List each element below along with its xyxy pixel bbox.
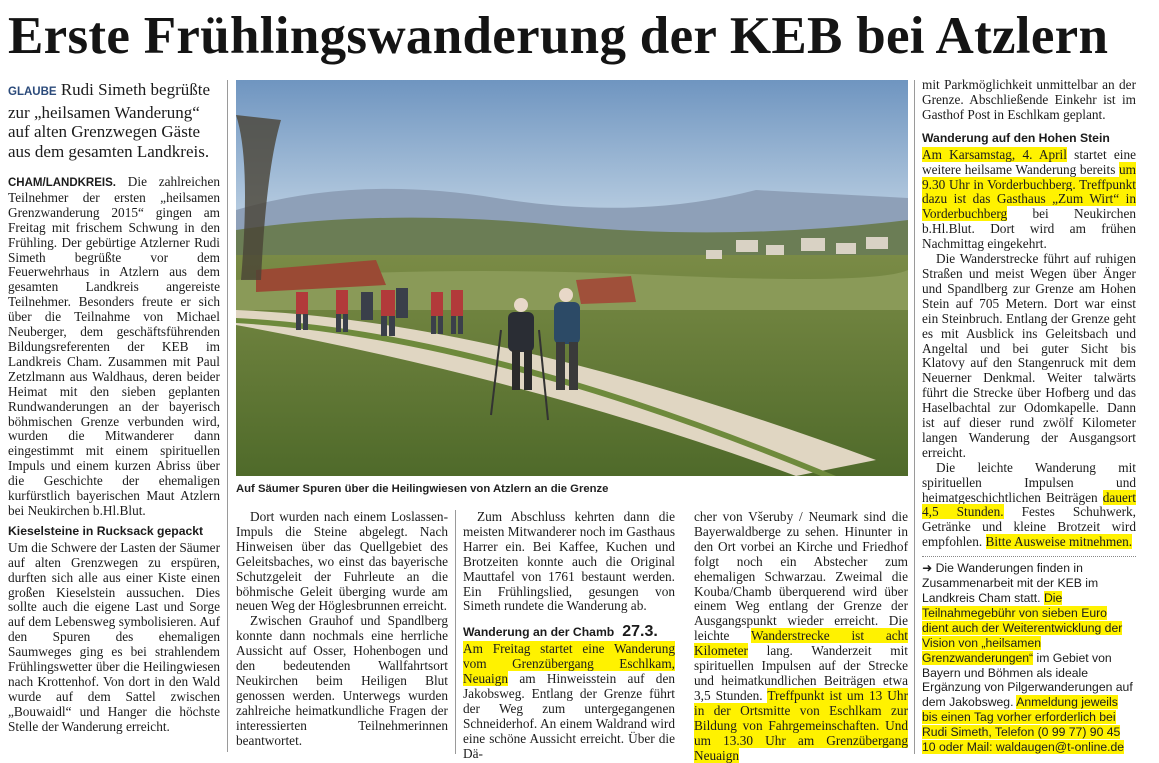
hikers-photo bbox=[236, 80, 908, 476]
info-separator bbox=[922, 556, 1136, 557]
paragraph-text: startet eine weitere heilsame Wanderung bereits bbox=[922, 146, 1136, 177]
column-4 bbox=[694, 509, 908, 763]
highlight: Treffpunkt ist um 13 Uhr in der Ortsmitte von Eschlkam zur Bildung von Fahrgemeinschaften. Und um 13.30 Uhr am Grenzübergang Neuaign bbox=[694, 687, 908, 763]
subhead-text: Wanderung an der Chamb bbox=[463, 625, 615, 640]
landscape-image bbox=[236, 80, 908, 476]
paragraph-text: Die zahlreichen Teilnehmer der ersten „heilsamen Grenzwanderung 2015“ gingen am Freitag mit frischem Schwung in den Frühling. Der gebürtige Atzlerner Rudi Simeth begrüßte vor dem Feuerwehrhaus in Atzlern aus dem gesamten Landkreis angereiste Teilnehmer. Besonders freute er sich über die Teilnahme von Michael Neuberger, dem geschäftsführenden Bildungsreferenten der KEB im Landkreis Cham. Zusammen mit Paul Zetzlmann aus Waldhaus, deren beider Heimat mit den sieben geplanten Rundwanderungen an der bayerisch böhmischen Grenze verbunden wird, wurden die Mitwanderer dann eingestimmt mit einem spirituellen Impuls und einem kurzen Abriss über die Geschichte der ehemaligen kurfürstlich bayerischen Maut Atzlern bei Neukirchen b.Hl.Blut. bbox=[8, 174, 221, 518]
column-divider bbox=[227, 80, 228, 752]
paragraph-text: am Hinweisstein auf den Jakobsweg. Entlang der Grenze führt der Weg zum untergegangenen Schneiderhof. An einem Waldrand wird eine schöne Aussicht erreicht. Über die Dä- bbox=[463, 671, 676, 761]
teaser-location: GLAUBE bbox=[8, 86, 57, 98]
highlight: dauert 4,5 Stunden. bbox=[922, 489, 1136, 520]
paragraph bbox=[8, 175, 220, 519]
column-divider bbox=[914, 80, 915, 754]
info-note bbox=[922, 561, 1136, 755]
subhead-hoher-stein: Wanderung auf den Hohen Stein bbox=[922, 130, 1110, 145]
paragraph bbox=[694, 510, 908, 763]
paragraph: Dort wurden nach einem Loslassen-Impuls die Steine abgelegt. Nach Hinweisen über das Quellgebiet des Geleitsbaches, wo einst das bayerische Schutzgeleit der Fuhrleute an die böhmische Geleit überging wurde am neuen Weg der Höglesbrunnen erreicht. bbox=[236, 509, 448, 614]
column-2 bbox=[236, 510, 448, 754]
paragraph bbox=[463, 642, 675, 761]
headline: Erste Frühlingswanderung der KEB bei Atzlern bbox=[8, 7, 1109, 65]
teaser-text: Rudi Simeth begrüßte zur „heilsamen Wanderung“ auf alten Grenzwegen Gäste aus dem gesamten Landkreis. bbox=[8, 80, 211, 161]
paragraph-text: Die leichte Wanderung mit spirituellen Impulsen und heimatgeschichtlichen Beiträgen bbox=[922, 459, 1136, 505]
paragraph-text: Festes Schuhwerk, Getränke und kleine Brotzeit wird empfohlen. bbox=[922, 504, 1137, 550]
paragraph-text: bei Neukirchen b.Hl.Blut. Dort wird am frühen Nachmittag eingekehrt. bbox=[922, 206, 1137, 252]
highlight: Am Karsamstag, 4. April bbox=[922, 146, 1067, 162]
paragraph: Die Wanderstrecke führt auf ruhigen Straßen und meist Wegen über Änger und Spandlberg zur Grenze am Hohen Stein auf 705 Metern. Dort war einst ein Steinbruch. Entlang der Grenze geht es mit Ausblick ins Geleitsbach und Angeltal und bei guter Sicht bis Klatovy auf den Stangenruck mit dem Neuerner Denkmal. Weiter talwärts führt die Strecke über Hofberg und das Haselbachtal zur Odomkapelle. Dann ist auf dieser rund zwölf Kilometer langen Wanderung der Ausgangsort erreicht. bbox=[922, 251, 1136, 460]
handwritten-date: 27.3. bbox=[622, 623, 658, 641]
paragraph: Zwischen Grauhof und Spandlberg konnte dann nochmals eine herrliche Aussicht auf Osser, Hohenbogen und den bedeutenden Wallfahrtsort Neukirchen beim Heiligen Blut genossen werden. Unterwegs wurden zahlreiche heimatkundliche Fragen der interessierten Teilnehmerinnen beantwortet. bbox=[236, 613, 448, 748]
column-5 bbox=[922, 78, 1136, 754]
paragraph: Zum Abschluss kehrten dann die meisten Mitwanderer noch im Gasthaus Harrer ein. Bei Kaffee, Kuchen und Brotzeiten konnte auch die Original Mauttafel von 1761 bestaunt werden. Ein Frühlingslied, gesungen von Simeth rundete die Wanderung ab. bbox=[463, 509, 675, 614]
paragraph-text: lang. Wanderzeit mit spirituellen Impulsen auf der Strecke und heimatkundlichen Beiträgen etwa 3,5 Stunden. bbox=[694, 643, 908, 703]
teaser bbox=[8, 80, 220, 161]
note-text: ➜ Die Wanderungen finden in Zusammenarbeit mit der KEB im Landkreis Cham statt. bbox=[922, 561, 1099, 605]
highlight: Bitte Ausweise mitnehmen. bbox=[985, 534, 1133, 550]
paragraph bbox=[922, 461, 1136, 550]
column-divider bbox=[455, 510, 456, 754]
highlight: um 9.30 Uhr in Vorderbuchberg. Treffpunkt dazu ist das Gasthaus „Zum Wirt“ in Vorderbuchberg bbox=[922, 161, 1136, 222]
paragraph-text: cher von Všeruby / Neumark sind die Bayerwaldberge zu sehen. Hinunter in den Ort vorbei an Kirche und Friedhof folgt noch ein Abstecher zum ehemaligen Schwarzau. Zweimal die Kouba/Chamb überquerend wird über einem Weg entlang der Grenze der Ausgangspunkt wieder erreicht. Die leichte bbox=[694, 509, 908, 644]
paragraph: Um die Schwere der Lasten der Säumer auf alten Grenzwegen zu erspüren, durften sich alle aus einer Kiste einen großen Kieselstein aussuchen. Dies sollte auch die eigene Last und Sorge auf dem Lebensweg symbolisieren. Auf den Spuren des ehemaligen Saumweges ging es bei strahlendem Frühlingswetter über die Heilingwiesen nach Krottenhof. Von dort in den Wald wurde auf dem Sattel zwischen „Bouwaidl“ und Hanger die höchste Stelle der Wanderung erreicht. bbox=[8, 539, 220, 734]
photo-caption: Auf Säumer Spuren über die Heilingwiesen von Atzlern an die Grenze bbox=[236, 483, 609, 495]
note-text: im Gebiet von Bayern und Böhmen als ideale Ergänzung von Pilgerwanderungen auf dem Jakobsweg. bbox=[922, 650, 1133, 710]
subhead-chamb bbox=[463, 624, 675, 640]
paragraph: mit Parkmöglichkeit unmittelbar an der Grenze. Abschließende Einkehr ist im Gasthof Post in Eschlkam geplant. bbox=[922, 77, 1136, 122]
subhead-kieselsteine: Kieselsteine in Rucksack gepackt bbox=[8, 523, 204, 538]
column-3 bbox=[463, 509, 676, 761]
dateline: CHAM/LANDKREIS. bbox=[8, 177, 116, 189]
highlight: Wanderstrecke ist acht Kilometer bbox=[694, 628, 908, 659]
highlight: Die Teilnahmegebühr von sieben Euro dient auch der Weiterentwicklung der Vision von „heilsamen Grenzwanderungen“ bbox=[922, 591, 1123, 665]
highlight: Am Freitag startet eine Wanderung vom Grenzübergang Eschlkam, Neuaign bbox=[463, 641, 675, 687]
column-1 bbox=[8, 80, 220, 752]
paragraph bbox=[922, 148, 1136, 252]
highlight: Anmeldung jeweils bis einen Tag vorher erforderlich bei Rudi Simeth, Telefon (0 99 77) 90 45 10 oder Mail: waldaugen@t-online.de bbox=[922, 695, 1125, 755]
